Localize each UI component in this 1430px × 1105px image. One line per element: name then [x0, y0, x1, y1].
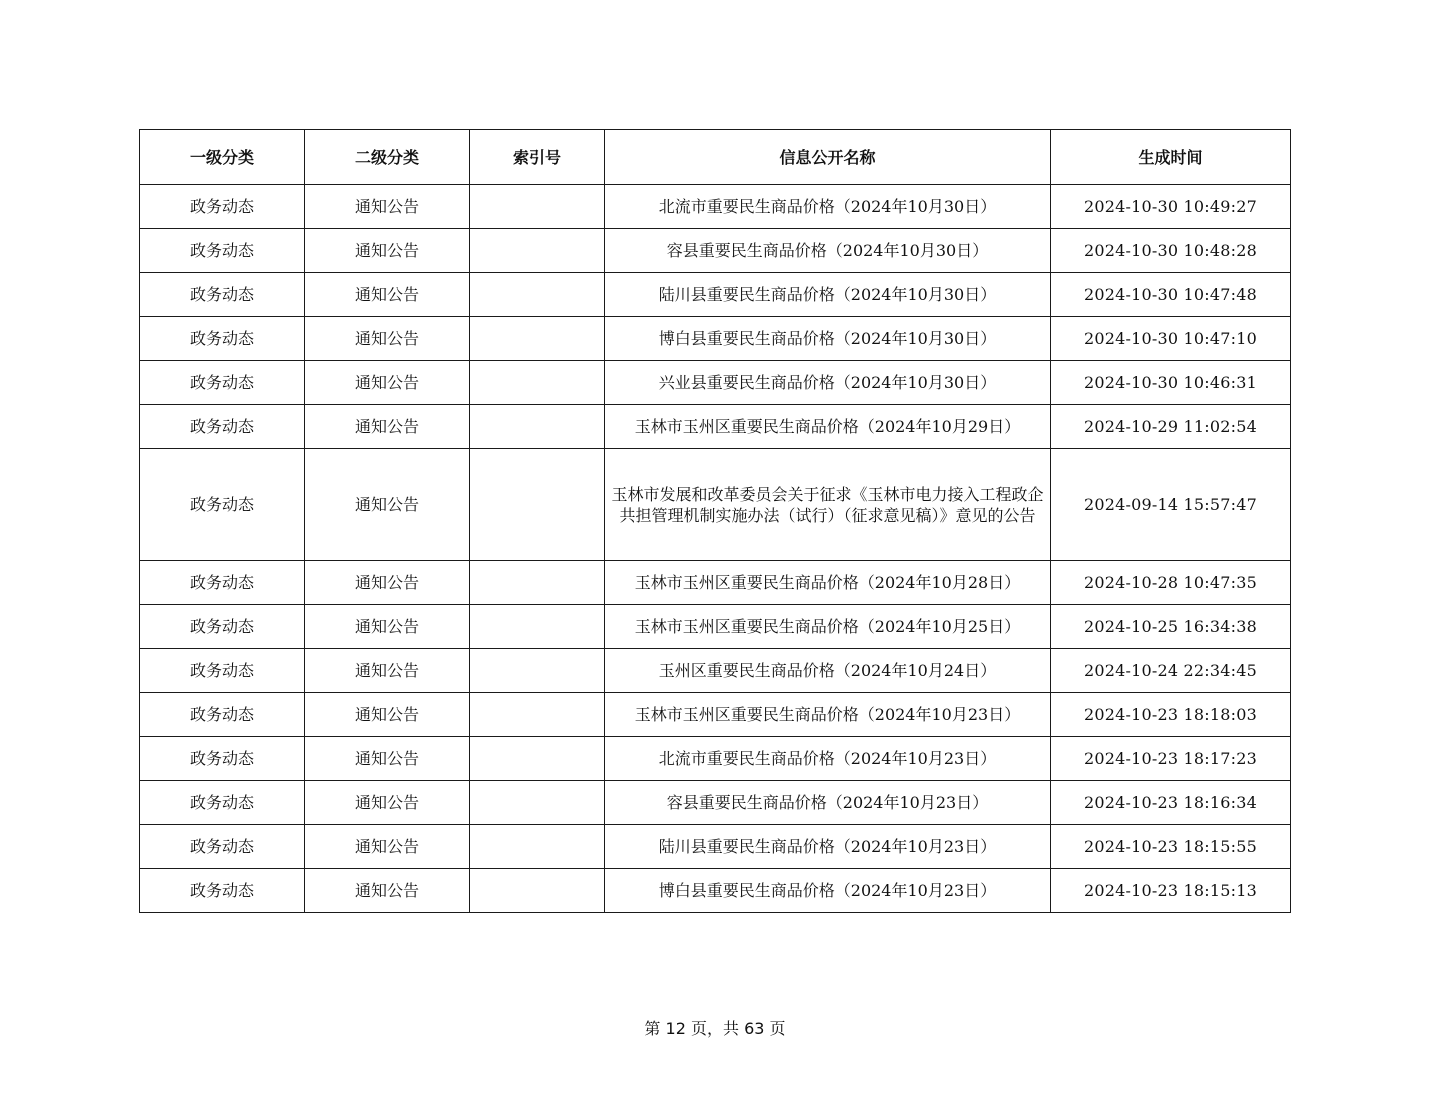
cell-level2-category: 通知公告: [305, 317, 470, 361]
cell-disclosure-title: 北流市重要民生商品价格（2024年10月30日）: [605, 185, 1051, 229]
cell-disclosure-title: 博白县重要民生商品价格（2024年10月30日）: [605, 317, 1051, 361]
cell-level1-category: 政务动态: [140, 693, 305, 737]
table-row: [140, 825, 1291, 869]
cell-index-number: [470, 869, 605, 913]
cell-index-number: [470, 317, 605, 361]
cell-level1-category: 政务动态: [140, 449, 305, 561]
header-generated-time: 生成时间: [1051, 130, 1291, 185]
cell-level1-category: 政务动态: [140, 825, 305, 869]
cell-level1-category: 政务动态: [140, 649, 305, 693]
cell-level1-category: 政务动态: [140, 605, 305, 649]
cell-generated-time: 2024-10-24 22:34:45: [1051, 649, 1291, 693]
cell-generated-time: 2024-10-30 10:46:31: [1051, 361, 1291, 405]
cell-index-number: [470, 649, 605, 693]
cell-disclosure-title: 陆川县重要民生商品价格（2024年10月30日）: [605, 273, 1051, 317]
footer-prefix: 第: [644, 1019, 661, 1038]
cell-generated-time: 2024-10-23 18:15:55: [1051, 825, 1291, 869]
cell-disclosure-title: 兴业县重要民生商品价格（2024年10月30日）: [605, 361, 1051, 405]
cell-disclosure-title: 容县重要民生商品价格（2024年10月23日）: [605, 781, 1051, 825]
cell-level2-category: 通知公告: [305, 185, 470, 229]
header-level1-category: 一级分类: [140, 130, 305, 185]
table-row: [140, 781, 1291, 825]
cell-level2-category: 通知公告: [305, 273, 470, 317]
cell-level2-category: 通知公告: [305, 825, 470, 869]
table-row: [140, 693, 1291, 737]
cell-index-number: [470, 273, 605, 317]
table-row: [140, 869, 1291, 913]
cell-generated-time: 2024-10-30 10:48:28: [1051, 229, 1291, 273]
cell-disclosure-title: 博白县重要民生商品价格（2024年10月23日）: [605, 869, 1051, 913]
cell-index-number: [470, 185, 605, 229]
cell-index-number: [470, 737, 605, 781]
header-index-number: 索引号: [470, 130, 605, 185]
page-footer: [0, 1016, 1430, 1039]
cell-generated-time: 2024-10-30 10:49:27: [1051, 185, 1291, 229]
cell-level2-category: 通知公告: [305, 449, 470, 561]
cell-generated-time: 2024-10-23 18:18:03: [1051, 693, 1291, 737]
cell-level2-category: 通知公告: [305, 869, 470, 913]
cell-level1-category: 政务动态: [140, 229, 305, 273]
cell-level2-category: 通知公告: [305, 229, 470, 273]
header-level2-category: 二级分类: [305, 130, 470, 185]
footer-middle: 页，共: [690, 1019, 739, 1038]
cell-level2-category: 通知公告: [305, 561, 470, 605]
cell-level2-category: 通知公告: [305, 737, 470, 781]
cell-disclosure-title: 玉林市玉州区重要民生商品价格（2024年10月25日）: [605, 605, 1051, 649]
cell-level1-category: 政务动态: [140, 781, 305, 825]
cell-level1-category: 政务动态: [140, 869, 305, 913]
cell-level2-category: 通知公告: [305, 693, 470, 737]
table-row: [140, 737, 1291, 781]
cell-index-number: [470, 361, 605, 405]
cell-generated-time: 2024-10-30 10:47:10: [1051, 317, 1291, 361]
cell-generated-time: 2024-10-28 10:47:35: [1051, 561, 1291, 605]
cell-disclosure-title: 玉州区重要民生商品价格（2024年10月24日）: [605, 649, 1051, 693]
table-row: [140, 605, 1291, 649]
cell-generated-time: 2024-10-23 18:17:23: [1051, 737, 1291, 781]
table-row: [140, 185, 1291, 229]
cell-generated-time: 2024-10-23 18:16:34: [1051, 781, 1291, 825]
cell-index-number: [470, 825, 605, 869]
cell-level2-category: 通知公告: [305, 649, 470, 693]
cell-index-number: [470, 405, 605, 449]
cell-level1-category: 政务动态: [140, 317, 305, 361]
cell-disclosure-title: 玉林市发展和改革委员会关于征求《玉林市电力接入工程政企共担管理机制实施办法（试行）（征求意见稿）》意见的公告: [605, 449, 1051, 561]
cell-level2-category: 通知公告: [305, 405, 470, 449]
cell-index-number: [470, 561, 605, 605]
cell-level1-category: 政务动态: [140, 361, 305, 405]
cell-level1-category: 政务动态: [140, 737, 305, 781]
cell-disclosure-title: 北流市重要民生商品价格（2024年10月23日）: [605, 737, 1051, 781]
table-header-row: [140, 130, 1291, 185]
cell-generated-time: 2024-10-29 11:02:54: [1051, 405, 1291, 449]
total-page-count: 63: [744, 1019, 765, 1038]
cell-generated-time: 2024-10-23 18:15:13: [1051, 869, 1291, 913]
table-row: [140, 229, 1291, 273]
table-row: [140, 449, 1291, 561]
cell-index-number: [470, 693, 605, 737]
cell-level1-category: 政务动态: [140, 273, 305, 317]
cell-generated-time: 2024-10-25 16:34:38: [1051, 605, 1291, 649]
cell-level1-category: 政务动态: [140, 405, 305, 449]
cell-disclosure-title: 玉林市玉州区重要民生商品价格（2024年10月28日）: [605, 561, 1051, 605]
cell-level1-category: 政务动态: [140, 561, 305, 605]
table-row: [140, 405, 1291, 449]
table-row: [140, 561, 1291, 605]
cell-index-number: [470, 449, 605, 561]
cell-level2-category: 通知公告: [305, 361, 470, 405]
cell-generated-time: 2024-10-30 10:47:48: [1051, 273, 1291, 317]
cell-disclosure-title: 容县重要民生商品价格（2024年10月30日）: [605, 229, 1051, 273]
cell-level2-category: 通知公告: [305, 781, 470, 825]
table-row: [140, 649, 1291, 693]
cell-disclosure-title: 玉林市玉州区重要民生商品价格（2024年10月29日）: [605, 405, 1051, 449]
table-row: [140, 361, 1291, 405]
table-body: [140, 185, 1291, 913]
cell-index-number: [470, 229, 605, 273]
current-page-number: 12: [665, 1019, 686, 1038]
cell-disclosure-title: 玉林市玉州区重要民生商品价格（2024年10月23日）: [605, 693, 1051, 737]
table-row: [140, 273, 1291, 317]
footer-suffix: 页: [769, 1019, 786, 1038]
cell-index-number: [470, 605, 605, 649]
cell-generated-time: 2024-09-14 15:57:47: [1051, 449, 1291, 561]
table-row: [140, 317, 1291, 361]
info-disclosure-table: [139, 129, 1291, 913]
cell-disclosure-title: 陆川县重要民生商品价格（2024年10月23日）: [605, 825, 1051, 869]
header-disclosure-title: 信息公开名称: [605, 130, 1051, 185]
cell-level2-category: 通知公告: [305, 605, 470, 649]
cell-level1-category: 政务动态: [140, 185, 305, 229]
cell-index-number: [470, 781, 605, 825]
